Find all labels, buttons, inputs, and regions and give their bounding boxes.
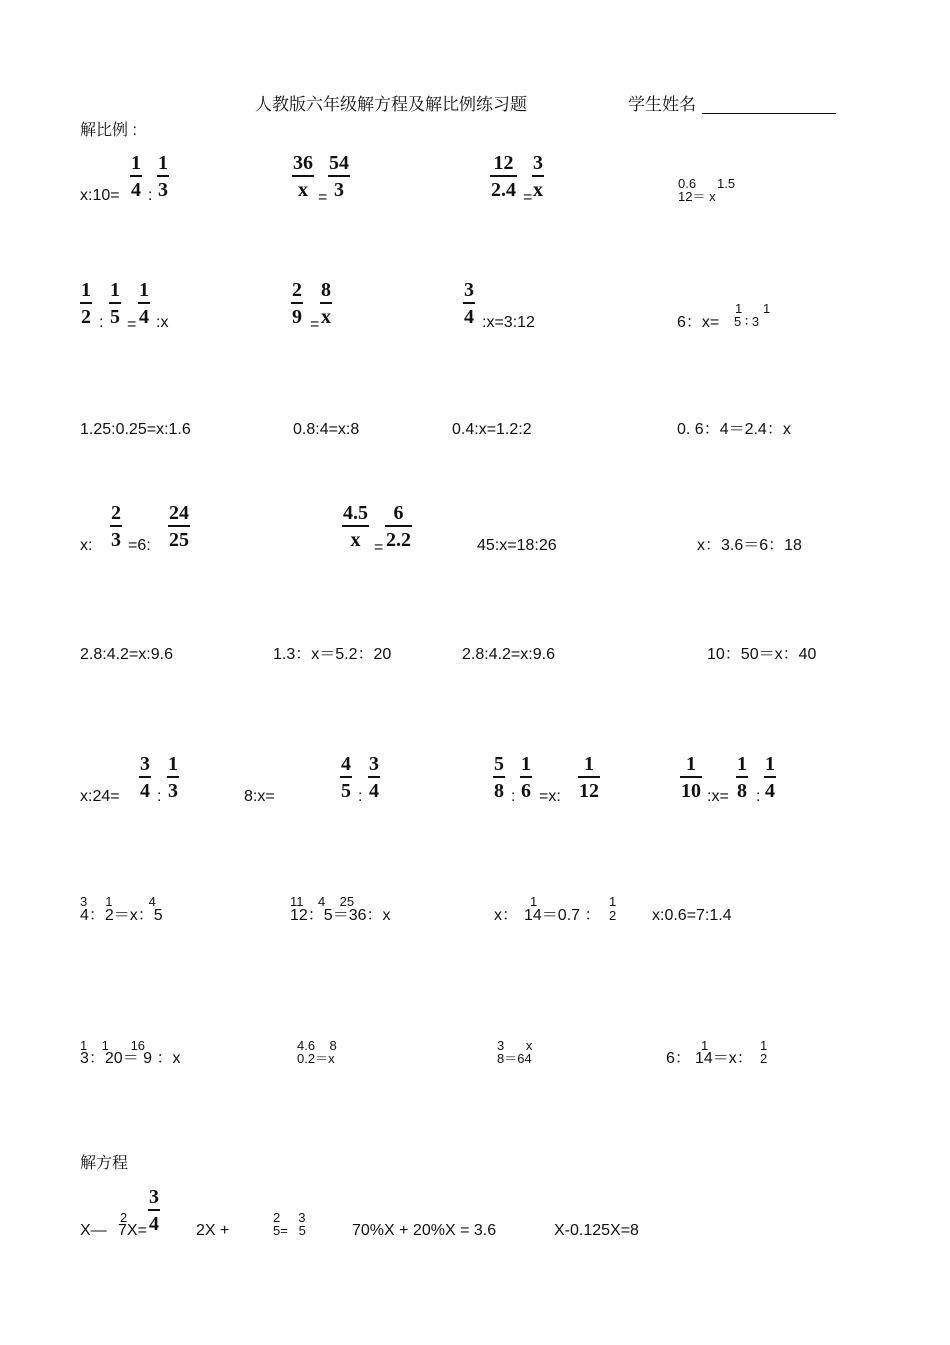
equation-4: X-0.125X=8 <box>554 1222 639 1239</box>
problem-text: X— <box>80 1222 107 1239</box>
denominator-line: 12：5＝36：x <box>290 907 391 924</box>
fraction: 1 12 <box>579 753 599 802</box>
ratio-sign: : <box>358 788 363 805</box>
equals-sign: = <box>318 189 328 206</box>
fraction: 4.5 x <box>343 502 368 551</box>
problem-text: x： <box>494 907 519 924</box>
problem-text: 14＝x： <box>695 1050 753 1067</box>
problem-text: 6：x= <box>677 314 720 331</box>
numerator: 2 <box>120 1210 128 1225</box>
fraction: 2 3 <box>111 502 121 551</box>
problem-17: 2.8:4.2=x:9.6 <box>80 646 173 663</box>
problem-9: 1.25:0.25=x:1.6 <box>80 421 191 438</box>
fraction: 8 x <box>321 279 331 328</box>
numerator: 1 <box>609 894 617 909</box>
fraction: 1 6 <box>521 753 531 802</box>
denominator-line: 3：20＝ 9 ：x <box>80 1050 181 1067</box>
fraction: 1 8 <box>737 753 747 802</box>
numerator-line: 11 4 25 <box>290 894 355 909</box>
fraction: 1 4 <box>765 753 775 802</box>
equals-sign: = <box>127 316 137 333</box>
fraction: 1 5 <box>110 279 120 328</box>
problem-text: x:10= <box>80 187 120 204</box>
problem-text: :x=3:12 <box>482 314 535 331</box>
ratio-sign: : <box>511 788 516 805</box>
denominator-line: 8＝64 <box>497 1051 532 1066</box>
numerator-line: 2 3 <box>273 1210 306 1225</box>
numerator: 1 <box>760 1038 768 1053</box>
ratio-sign: : <box>99 314 104 331</box>
fraction: 1 2 <box>81 279 91 328</box>
fraction: 2 9 <box>292 279 302 328</box>
problem-19: 2.8:4.2=x:9.6 <box>462 646 555 663</box>
equals-sign: = <box>374 539 384 556</box>
problem-text: 14＝0.7 ： <box>524 907 601 924</box>
problem-12: 0. 6：4＝2.4：x <box>677 421 791 438</box>
problem-text: x: <box>80 537 93 554</box>
numerator: 1 <box>530 894 538 909</box>
numerator: 1 <box>701 1038 709 1053</box>
problem-text: 8:x= <box>244 788 275 805</box>
fraction: 3 4 <box>464 279 474 328</box>
fraction: 3 4 <box>369 753 379 802</box>
ratio-sign: : <box>157 788 162 805</box>
denominator-line: 5= 5 <box>273 1223 306 1238</box>
denominator: 2 <box>609 908 617 923</box>
fraction: 5 8 <box>494 753 504 802</box>
problem-text: =6: <box>128 537 151 554</box>
denominator-line: 5 ∶ 3 <box>734 314 760 329</box>
problem-16: x：3.6＝6：18 <box>697 537 802 554</box>
fraction: 3 4 <box>140 753 150 802</box>
fraction: 1 4 <box>139 279 149 328</box>
denominator-line: 12＝ x <box>678 189 716 204</box>
student-name-label: 学生姓名 <box>628 95 696 114</box>
problem-text: :x= <box>707 788 729 805</box>
fraction: 1 3 <box>158 152 168 201</box>
problem-18: 1.3：x＝5.2：20 <box>273 646 392 663</box>
numerator-line: 1 1 16 <box>80 1038 146 1053</box>
numerator: 0.6 <box>678 176 697 191</box>
student-name-field[interactable] <box>628 96 836 114</box>
denominator-line: 0.2＝x <box>297 1051 335 1066</box>
fraction: 3 4 <box>149 1186 159 1235</box>
fraction: 3 x <box>533 152 543 201</box>
ratio-sign: : <box>756 788 761 805</box>
student-name-blank[interactable] <box>702 97 836 114</box>
numerator: 1 <box>735 301 743 316</box>
worksheet-title: 人教版六年级解方程及解比例练习题 <box>255 95 527 114</box>
problem-11: 0.4:x=1.2:2 <box>452 421 532 438</box>
problem-text: 7X= <box>118 1222 147 1239</box>
ratio-sign: : <box>148 187 153 204</box>
fraction: 1 10 <box>681 753 701 802</box>
fraction: 1 3 <box>168 753 178 802</box>
numerator-line: 3 x <box>497 1038 533 1053</box>
problem-28: x:0.6=7:1.4 <box>652 907 732 924</box>
equals-sign: = <box>523 189 533 206</box>
problem-text: 6： <box>666 1050 691 1067</box>
problem-20: 10：50＝x：40 <box>707 646 817 663</box>
fraction: 1 4 <box>131 152 141 201</box>
fraction: 24 25 <box>169 502 189 551</box>
fraction: 12 2.4 <box>491 152 516 201</box>
problem-text: x:24= <box>80 788 120 805</box>
problem-15: 45:x=18:26 <box>477 537 557 554</box>
numerator-line: 4.6 8 <box>297 1038 337 1053</box>
fraction: 54 3 <box>329 152 349 201</box>
equals-sign: = <box>310 316 320 333</box>
fraction: 36 x <box>293 152 313 201</box>
denominator-line: 4：2＝x：5 <box>80 907 163 924</box>
numerator-line: 3 1 4 <box>80 894 156 909</box>
fraction: 4 5 <box>341 753 351 802</box>
section-heading-proportion: 解比例 : <box>80 122 137 139</box>
problem-10: 0.8:4=x:8 <box>293 421 360 438</box>
numerator: 1 <box>763 301 771 316</box>
denominator: 2 <box>760 1051 768 1066</box>
problem-text: :x <box>156 314 169 331</box>
problem-text: 2X + <box>196 1222 230 1239</box>
section-heading-equation: 解方程 <box>80 1155 129 1172</box>
problem-text: =x: <box>539 788 561 805</box>
equation-3: 70%X + 20%X = 3.6 <box>352 1222 497 1239</box>
numerator: 1.5 <box>717 176 736 191</box>
fraction: 6 2.2 <box>386 502 411 551</box>
